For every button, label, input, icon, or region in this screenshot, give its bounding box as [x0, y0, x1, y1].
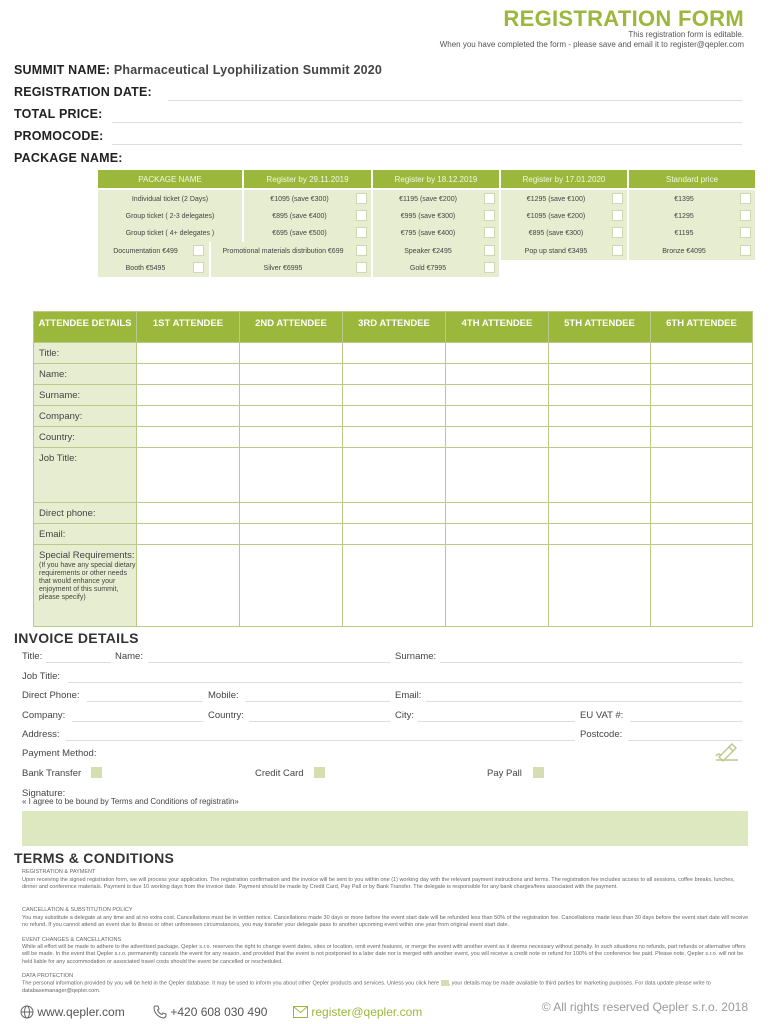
attendee-column-header: 3RD ATTENDEE — [343, 312, 446, 343]
terms-subheading: REGISTRATION & PAYMENT — [22, 869, 96, 875]
summit-name-value[interactable]: Pharmaceutical Lyophilization Summit 2020 — [113, 63, 383, 77]
attendee-input[interactable] — [137, 343, 240, 364]
invoice-surname-field[interactable] — [440, 662, 742, 663]
agreement-text: « I agree to be bound by Terms and Conditions of registratin» — [22, 797, 239, 806]
package-name-cell: Group ticket ( 4+ delegates ) — [98, 224, 242, 242]
row-label-company: Company: — [34, 406, 137, 427]
extra-option-cell: Pop up stand €3495 — [501, 242, 627, 260]
attendee-input[interactable] — [240, 406, 343, 427]
invoice-heading: INVOICE DETAILS — [14, 630, 139, 646]
attendee-input[interactable] — [446, 385, 549, 406]
package-checkbox[interactable] — [484, 210, 495, 221]
package-checkbox[interactable] — [484, 193, 495, 204]
package-checkbox[interactable] — [356, 210, 367, 221]
attendee-input[interactable] — [343, 364, 446, 385]
credit-card-label: Credit Card — [255, 768, 304, 779]
invoice-title-field[interactable] — [46, 662, 111, 663]
special-requirements-note: (If you have any special dietary requirements or other needs that would enhance your enjoyment of this summit, please specify) — [39, 562, 136, 601]
attendee-input[interactable] — [137, 385, 240, 406]
attendee-input[interactable] — [343, 503, 446, 524]
attendee-input[interactable] — [343, 385, 446, 406]
price-cell: €695 (save €500) — [244, 224, 371, 242]
price-cell: €1095 (save €300) — [244, 190, 371, 208]
form-title: REGISTRATION FORM — [503, 6, 744, 31]
extra-option-cell: Booth €5495 — [98, 259, 209, 277]
extra-option-cell: Promotional materials distribution €699 — [211, 242, 371, 260]
payment-method-label: Payment Method: — [22, 748, 97, 759]
footer-email[interactable]: register@qepler.com — [293, 1005, 422, 1021]
total-price-field[interactable] — [112, 122, 742, 123]
invoice-address-label: Address: — [22, 729, 60, 740]
attendee-input[interactable] — [240, 427, 343, 448]
extra-option-cell: Documentation €499 — [98, 242, 209, 260]
attendee-column-header: 6TH ATTENDEE — [651, 312, 753, 343]
attendee-input[interactable] — [651, 503, 753, 524]
invoice-company-field[interactable] — [72, 721, 203, 722]
price-cell: €1295 (save €100) — [501, 190, 627, 208]
attendee-input[interactable] — [137, 524, 240, 545]
attendee-input[interactable] — [549, 524, 651, 545]
footer-website[interactable]: www.qepler.com — [20, 1005, 125, 1022]
extra-option-cell: Speaker €2495 — [373, 242, 499, 260]
footer-phone[interactable]: +420 608 030 490 — [153, 1005, 267, 1022]
attendee-input[interactable] — [240, 364, 343, 385]
price-cell: €895 (save €300) — [501, 224, 627, 242]
attendee-input[interactable] — [651, 385, 753, 406]
bank-transfer-label: Bank Transfer — [22, 768, 82, 779]
attendee-input[interactable] — [240, 385, 343, 406]
attendee-input[interactable] — [549, 385, 651, 406]
extra-checkbox[interactable] — [740, 245, 751, 256]
attendee-input[interactable] — [446, 406, 549, 427]
attendee-input[interactable] — [446, 524, 549, 545]
data-opt-out-checkbox[interactable] — [441, 980, 449, 986]
price-cell: €1195 (save €200) — [373, 190, 499, 208]
attendee-input[interactable] — [651, 406, 753, 427]
extra-option-cell: Silver €6995 — [211, 259, 371, 277]
invoice-city-label: City: — [395, 710, 414, 721]
package-header: Register by 29.11.2019 — [244, 170, 371, 188]
package-name-cell: Individual ticket (2 Days) — [98, 190, 242, 208]
mail-icon — [293, 1006, 308, 1021]
attendee-input[interactable] — [240, 343, 343, 364]
attendee-input[interactable] — [446, 343, 549, 364]
invoice-surname-label: Surname: — [395, 651, 437, 662]
attendee-input[interactable] — [446, 448, 549, 503]
pay-pall-checkbox[interactable] — [533, 767, 544, 778]
price-cell: €1195 — [629, 224, 755, 242]
invoice-vat-label: EU VAT #: — [580, 710, 624, 721]
attendee-input[interactable] — [137, 448, 240, 503]
signature-pen-icon — [713, 741, 741, 768]
terms-subheading: EVENT CHANGES & CANCELLATIONS — [22, 937, 122, 943]
pay-pall-label: Pay Pall — [487, 768, 522, 779]
invoice-company-label: Company: — [22, 710, 66, 721]
signature-label: Signature: — [22, 788, 66, 799]
invoice-city-field[interactable] — [418, 721, 575, 722]
terms-paragraph: Upon receiving the signed registration form, we will process your application. The registration confirmation and the invoice will be sent to you within one (1) working day with the relevant payment instructions and terms. The registration fee includes access to all sessions, coffee breaks, lunches, dinner and conference materials. Payment is due 10 working days from the invoice date. Payment should be made by Credit Card, Pay Pall or by Bank Transfer. The delegate is responsible for any bank charges/fees associated with the payment. — [22, 877, 735, 891]
invoice-email-label: Email: — [395, 690, 422, 701]
invoice-email-field[interactable] — [426, 701, 742, 702]
invoice-job-title-field[interactable] — [68, 682, 742, 683]
terms-paragraph: While all effort will be made to adhere to the advertised package, Qepler s.r.o. reserves the right to change event dates, sites or location, omit event features, or merge the event with another event as it deems necessary without penalty. In such situations no refunds, part refunds or alternative offers will be made. In the event that Qepler s.r.o. permanently cancels the event for any reason, and provided that the event is not postponed to a later date nor is merged with another event, you will receive a credit note or refund for 100% of the conference fee paid. Please note, Qepler s.r.o. will not be held liable for any accommodation or associated travel costs should the event be cancelled or rescheduled. — [22, 944, 746, 965]
row-label-name: Name: — [34, 364, 137, 385]
total-price-label: TOTAL PRICE: — [14, 107, 103, 121]
terms-subheading: CANCELLATION & SUBSTITUTION POLICY — [22, 907, 133, 913]
package-name-label: PACKAGE NAME: — [14, 151, 123, 165]
package-header: PACKAGE NAME — [98, 170, 242, 188]
registration-date-label: REGISTRATION DATE: — [14, 85, 152, 99]
attendee-input[interactable] — [651, 545, 753, 627]
package-checkbox[interactable] — [484, 227, 495, 238]
attendee-input[interactable] — [549, 406, 651, 427]
attendee-input[interactable] — [651, 427, 753, 448]
price-cell: €895 (save €400) — [244, 207, 371, 225]
extra-checkbox[interactable] — [356, 245, 367, 256]
price-cell: €995 (save €300) — [373, 207, 499, 225]
invoice-postcode-label: Postcode: — [580, 729, 623, 740]
row-label-email: Email: — [34, 524, 137, 545]
package-checkbox[interactable] — [612, 227, 623, 238]
attendee-table — [33, 311, 753, 627]
attendee-column-header: 1ST ATTENDEE — [137, 312, 240, 343]
attendee-input[interactable] — [446, 364, 549, 385]
attendee-input[interactable] — [446, 545, 549, 627]
summit-name-label: SUMMIT NAME: Pharmaceutical Lyophilization Summit 2020 — [14, 63, 383, 77]
attendee-input[interactable] — [137, 427, 240, 448]
attendee-input[interactable] — [343, 524, 446, 545]
attendee-input[interactable] — [446, 427, 549, 448]
package-checkbox[interactable] — [740, 227, 751, 238]
price-cell: €795 (save €400) — [373, 224, 499, 242]
extra-checkbox[interactable] — [484, 245, 495, 256]
attendee-input[interactable] — [446, 503, 549, 524]
row-label-special-requirements: Special Requirements: (If you have any special dietary requirements or other needs that would enhance your enjoyment of this summit, please specify) — [34, 545, 137, 627]
attendee-input[interactable] — [343, 406, 446, 427]
attendee-input[interactable] — [343, 448, 446, 503]
attendee-input[interactable] — [343, 545, 446, 627]
row-label-country: Country: — [34, 427, 137, 448]
terms-subheading: DATA PROTECTION — [22, 973, 74, 979]
package-checkbox[interactable] — [612, 193, 623, 204]
attendee-details-header: ATTENDEE DETAILS — [34, 312, 137, 343]
attendee-input[interactable] — [137, 545, 240, 627]
attendee-input[interactable] — [343, 427, 446, 448]
attendee-input[interactable] — [651, 364, 753, 385]
footer-copyright: © All rights reserved Qepler s.r.o. 2018 — [541, 1000, 748, 1014]
attendee-input[interactable] — [240, 503, 343, 524]
invoice-mobile-label: Mobile: — [208, 690, 239, 701]
package-name-cell: Group ticket ( 2-3 delegates) — [98, 207, 242, 225]
package-checkbox[interactable] — [356, 193, 367, 204]
extra-checkbox[interactable] — [356, 262, 367, 273]
price-cell: €1295 — [629, 207, 755, 225]
promocode-label: PROMOCODE: — [14, 129, 104, 143]
extra-checkbox[interactable] — [612, 245, 623, 256]
credit-card-checkbox[interactable] — [314, 767, 325, 778]
phone-icon — [153, 1005, 167, 1022]
invoice-title-label: Title: — [22, 651, 43, 662]
invoice-address-field[interactable] — [66, 740, 575, 741]
attendee-column-header: 2ND ATTENDEE — [240, 312, 343, 343]
package-checkbox[interactable] — [740, 210, 751, 221]
extra-checkbox[interactable] — [484, 262, 495, 273]
price-cell: €1395 — [629, 190, 755, 208]
extra-option-cell: Bronze €4095 — [629, 242, 755, 260]
package-checkbox[interactable] — [356, 227, 367, 238]
package-header: Register by 17.01.2020 — [501, 170, 627, 188]
attendee-input[interactable] — [549, 448, 651, 503]
invoice-direct-phone-label: Direct Phone: — [22, 690, 80, 701]
terms-heading: TERMS & CONDITIONS — [14, 850, 175, 866]
attendee-input[interactable] — [240, 524, 343, 545]
invoice-vat-field[interactable] — [630, 721, 742, 722]
attendee-input[interactable] — [343, 343, 446, 364]
attendee-input[interactable] — [549, 427, 651, 448]
attendee-column-header: 5TH ATTENDEE — [549, 312, 651, 343]
invoice-job-title-label: Job Title: — [22, 671, 61, 682]
attendee-input[interactable] — [651, 448, 753, 503]
editable-note: This registration form is editable. — [628, 30, 744, 39]
promocode-field[interactable] — [112, 144, 742, 145]
invoice-country-label: Country: — [208, 710, 244, 721]
invoice-country-field[interactable] — [249, 721, 390, 722]
row-label-direct-phone: Direct phone: — [34, 503, 137, 524]
invoice-name-field[interactable] — [148, 662, 390, 663]
attendee-input[interactable] — [651, 343, 753, 364]
invoice-name-label: Name: — [115, 651, 143, 662]
attendee-input[interactable] — [240, 448, 343, 503]
attendee-input[interactable] — [137, 406, 240, 427]
price-cell: €1095 (save €200) — [501, 207, 627, 225]
email-instruction: When you have completed the form - please save and email it to register@qepler.com — [439, 40, 744, 49]
extra-checkbox[interactable] — [193, 262, 204, 273]
row-label-job-title: Job Title: — [34, 448, 137, 503]
invoice-direct-phone-field[interactable] — [87, 701, 203, 702]
invoice-mobile-field[interactable] — [245, 701, 390, 702]
terms-paragraph: You may substitute a delegate at any time and at no extra cost. Cancellations must be in written notice. Cancellations made 30 days or more before the event start date will be refunded less than 50% of the registration fee. Cancellations made less than 30 days before the event start date will receive no refund. If you cannot attend an event due to illness or other unforeseen circumstances, you may transfer your delegate pass to another upcoming event within one year from original event start date. — [22, 915, 749, 929]
extra-option-cell: Gold €7995 — [373, 259, 499, 277]
row-label-title: Title: — [34, 343, 137, 364]
package-checkbox[interactable] — [612, 210, 623, 221]
bank-transfer-checkbox[interactable] — [91, 767, 102, 778]
attendee-input[interactable] — [137, 364, 240, 385]
attendee-input[interactable] — [137, 503, 240, 524]
attendee-input[interactable] — [240, 545, 343, 627]
attendee-input[interactable] — [549, 545, 651, 627]
terms-paragraph: The personal information provided by you will be held in the Qepler database. It may be used to inform you about other Qepler products and services. Unless you click here , your details may be made available to third parties for marketing purposes. For data update please write to databasemanager@qepler.com. — [22, 980, 711, 994]
extra-checkbox[interactable] — [193, 245, 204, 256]
attendee-input[interactable] — [549, 343, 651, 364]
attendee-column-header: 4TH ATTENDEE — [446, 312, 549, 343]
signature-box[interactable] — [22, 811, 748, 846]
package-checkbox[interactable] — [740, 193, 751, 204]
attendee-input[interactable] — [651, 524, 753, 545]
attendee-input[interactable] — [549, 364, 651, 385]
row-label-surname: Surname: — [34, 385, 137, 406]
registration-date-field[interactable] — [168, 100, 742, 101]
attendee-input[interactable] — [549, 503, 651, 524]
package-header: Standard price — [629, 170, 755, 188]
globe-icon — [20, 1005, 34, 1022]
package-header: Register by 18.12.2019 — [373, 170, 499, 188]
